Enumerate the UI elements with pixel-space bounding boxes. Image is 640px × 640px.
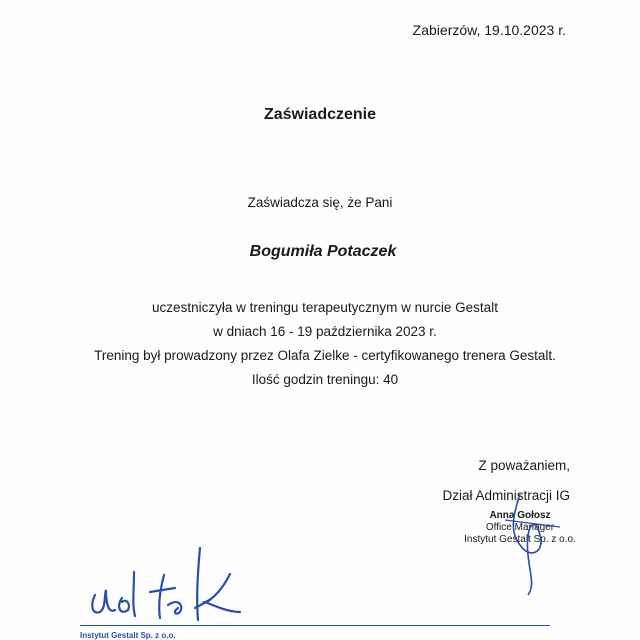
body-line: Trening był prowadzony przez Olafa Zielke - certyfikowanego trenera Gestalt. — [94, 348, 556, 363]
body-line: uczestniczyła w treningu terapeutycznym w nurcie Gestalt — [152, 300, 498, 315]
stamp-name: Anna Gołosz — [489, 510, 551, 521]
closing-text: Z poważaniem, — [478, 458, 570, 473]
logo-handwriting — [92, 548, 240, 620]
intro-text: Zaświadcza się, że Pani — [247, 195, 393, 210]
stamp-role: Office Manager — [485, 522, 555, 533]
department-text: Dział Administracji IG — [442, 488, 570, 503]
place-date: Zabierzów, 19.10.2023 r. — [412, 22, 566, 38]
stamp-org: Instytut Gestalt Sp. z o.o. — [464, 534, 576, 545]
document-title: Zaświadczenie — [263, 106, 377, 123]
footer-divider — [80, 625, 550, 626]
manager-signature — [513, 494, 541, 595]
footer-organization: Instytut Gestalt Sp. z o.o. — [80, 631, 176, 640]
participant-name: Bogumiła Potaczek — [249, 243, 397, 260]
body-line: w dniach 16 - 19 października 2023 r. — [213, 324, 437, 339]
body-line: Ilość godzin treningu: 40 — [251, 372, 399, 387]
